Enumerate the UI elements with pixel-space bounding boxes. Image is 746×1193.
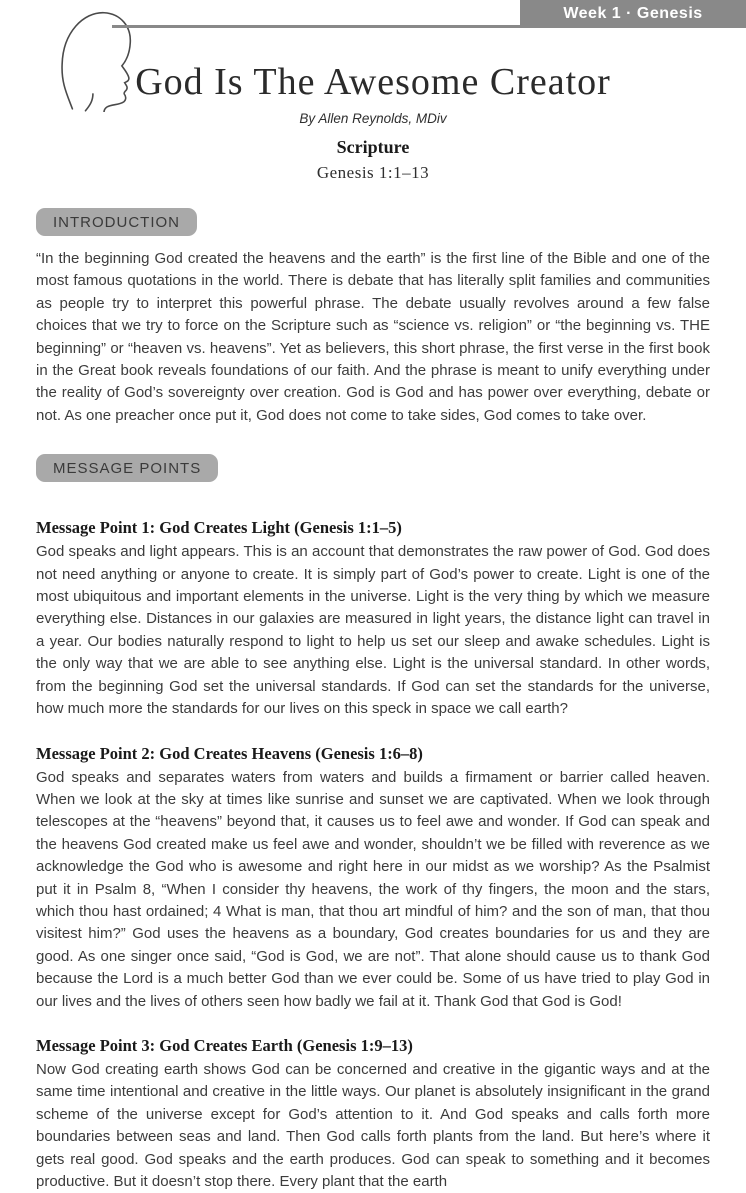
message-point-1 xyxy=(36,518,710,720)
introduction-section xyxy=(36,192,710,427)
section-tab-label: INTRODUCTION xyxy=(53,214,180,231)
introduction-paragraph: “In the beginning God created the heavens and the earth” is the first line of the Bible and one of the most famous quotations in the world. There is debate that has literally split families and communities as people try to interpret this powerful phrase. The debate usually revolves around a few false choices that we try to force on the Scripture such as “science vs. religion” or “the beginning vs. THE beginning” or “heaven vs. heavens”. Yet as believers, this short phrase, the first verse in the first book in the Great book reveals foundations of our faith. And the phrase is meant to unify everything under the reality of God’s sovereignty over creation. God is God and has power over everything, debate or not. As one preacher once put it, God does not come to take sides, God comes to take over. xyxy=(36,250,710,424)
section-tab-introduction xyxy=(36,208,197,236)
message-point-heading: Message Point 1: God Creates Light (Genesis 1:1–5) xyxy=(36,518,402,538)
message-point-body: Now God creating earth shows God can be concerned and creative in the gigantic ways and at the same time intentional and creative in the little ways. Our planet is absolutely insignificant in the grand scheme of the universe except for God’s attention to it. And God speaks and calls forth more boundaries between seas and land. Then God calls forth plants from the land. But here’s where it gets real good. God speaks and the earth produces. God can speak to something and it becomes productive. But it doesn’t stop there. Every plant that the earth xyxy=(36,1060,710,1190)
document-body xyxy=(0,192,746,1193)
message-point-body: God speaks and light appears. This is an account that demonstrates the raw power of God. God does not need anything or anyone to create. It is simply part of God’s power to create. Light is one of the most ubiquitous and important elements in the universe. Light is the very thing by which we measure everything else. Distances in our galaxies are measured in light years, the distance light can travel in a year. Our bodies naturally respond to light to help us set our sleep and awake schedules. Light is the only way that we are able to see anything else. Light is the universal standard. In other words, from the beginning God set the universal standards. If God can set the standards for the universe, how much more the standards for our lives on this speck in space we call earth? xyxy=(36,543,710,718)
message-point-3 xyxy=(36,1036,710,1193)
message-point-2 xyxy=(36,744,710,1013)
page-title: God Is The Awesome Creator xyxy=(135,61,611,103)
message-point-heading: Message Point 3: God Creates Earth (Genesis 1:9–13) xyxy=(36,1035,413,1055)
message-point-body: God speaks and separates waters from waters and builds a firmament or barrier called heaven. When we look at the sky at times like sunrise and sunset we are captivated. When we look through telescopes at the “heavens” beyond that, it causes us to feel awe and wonder. If God can speak and the heavens God created make us feel awe and wonder, shouldn’t we be filled with reverence as we acknowledge the God who is awesome and right here in our midst as we worship? As the Psalmist put it in Psalm 8, “When I consider thy heavens, the work of thy fingers, the moon and the stars, which thou hast ordained; 4 What is man, that thou art mindful of him? and the son of man, that thou visitest him?” God uses the heavens as a boundary, God creates boundaries for us and they are good. As one singer once said, “God is God, we are not”. That alone should cause us to thank God because the Lord is a much better God than we ever could be. Some of us have tried to play God in our lives and the lives of others seen how badly we fail at it. Thank God that God is God! xyxy=(36,768,710,1010)
week-badge-label: Week 1 · Genesis xyxy=(563,5,703,22)
document-header xyxy=(0,0,746,192)
message-points-section xyxy=(36,427,710,1193)
week-badge xyxy=(520,0,746,28)
head-profile-logo xyxy=(50,4,134,112)
section-tab-message-points xyxy=(36,454,218,482)
header-rule xyxy=(112,25,520,28)
scripture-heading: Scripture xyxy=(336,137,410,157)
byline: By Allen Reynolds, MDiv xyxy=(299,111,447,126)
scripture-reference: Genesis 1:1–13 xyxy=(316,163,430,182)
message-point-heading: Message Point 2: God Creates Heavens (Genesis 1:6–8) xyxy=(36,743,423,763)
section-tab-label: MESSAGE POINTS xyxy=(53,460,202,478)
